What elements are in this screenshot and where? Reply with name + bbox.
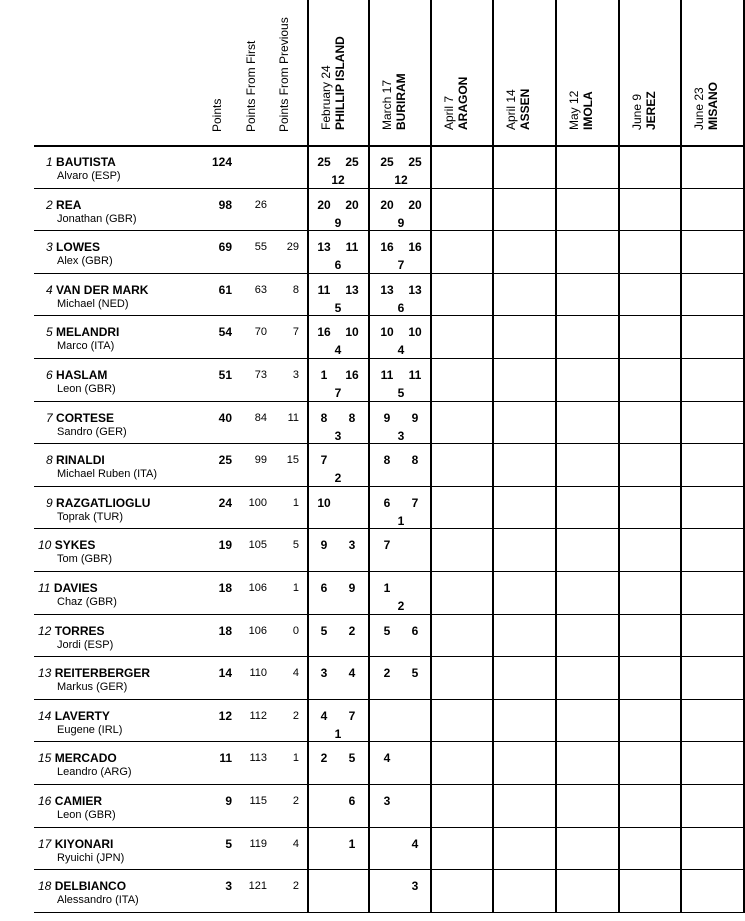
r1-result-race1: 10 — [317, 496, 331, 510]
round-name: ARAGON — [456, 76, 470, 130]
rider-first-name-nation: Jonathan (GBR) — [57, 213, 137, 225]
rider-name — [46, 368, 107, 382]
rider-first-name-nation: Alvaro (ESP) — [57, 170, 121, 182]
points-from-first: 121 — [248, 880, 267, 892]
table-row — [0, 316, 745, 359]
rider-name — [38, 538, 95, 552]
rider-last-name: BAUTISTA — [56, 155, 116, 169]
r2-result-race1: 2 — [383, 666, 391, 680]
r1-result-race2: 16 — [345, 368, 359, 382]
rider-points: 61 — [218, 283, 232, 297]
r1-result-race2: 20 — [345, 198, 359, 212]
rider-first-name-nation: Michael Ruben (ITA) — [57, 468, 158, 480]
r1-result-race1: 25 — [317, 155, 331, 169]
points-from-previous: 4 — [292, 667, 299, 679]
points-from-first: 84 — [254, 412, 267, 424]
header-points — [210, 99, 224, 132]
table-row — [0, 870, 745, 913]
round-date: April 14 — [504, 89, 518, 130]
r1-result-race2: 1 — [348, 837, 356, 851]
r2-result-race1: 16 — [380, 240, 394, 254]
points-from-first: 115 — [249, 795, 267, 807]
r1-result-race1: 9 — [320, 538, 328, 552]
points-from-first: 100 — [248, 497, 267, 509]
table-row — [0, 657, 745, 700]
rider-first-name-nation: Tom (GBR) — [57, 553, 112, 565]
round-name: JEREZ — [644, 91, 658, 130]
rider-last-name: REITERBERGER — [54, 666, 151, 680]
r2-result-race1: 7 — [383, 538, 391, 552]
round-header-4 — [504, 89, 532, 130]
rider-position: 9 — [46, 496, 53, 510]
points-from-first: 73 — [254, 369, 267, 381]
points-from-first: 105 — [248, 539, 267, 551]
rider-name — [38, 581, 98, 595]
r1-result-race1: 4 — [320, 709, 328, 723]
table-row — [0, 742, 745, 785]
r2-result-race2: 11 — [408, 368, 422, 382]
round-name: MISANO — [706, 82, 720, 130]
rider-last-name: REA — [56, 198, 82, 212]
table-row — [0, 700, 745, 743]
rider-points: 69 — [218, 240, 232, 254]
rider-name — [46, 155, 116, 169]
rider-points: 124 — [211, 155, 232, 169]
rider-name — [46, 453, 105, 467]
rider-points: 12 — [218, 709, 232, 723]
r1-result-race1: 2 — [320, 751, 328, 765]
r2-result-race1: 1 — [383, 581, 391, 595]
rider-position: 2 — [46, 198, 53, 212]
r2-result-race2: 4 — [411, 837, 419, 851]
rider-last-name: RAZGATLIOGLU — [56, 496, 151, 510]
points-from-first: 119 — [249, 838, 267, 850]
r2-result-race2: 9 — [411, 411, 419, 425]
r1-result-race2: 2 — [348, 624, 356, 638]
r1-result-race2: 8 — [348, 411, 356, 425]
points-from-first: 99 — [254, 454, 267, 466]
rider-last-name: KIYONARI — [54, 837, 114, 851]
rider-position: 5 — [46, 325, 53, 339]
rider-points: 18 — [218, 624, 232, 638]
r2-result-superpole: 6 — [397, 301, 405, 315]
rider-name — [38, 837, 113, 851]
points-from-first: 106 — [248, 625, 267, 637]
r2-result-race2: 3 — [411, 879, 419, 893]
rider-first-name-nation: Leandro (ARG) — [57, 766, 132, 778]
rider-points: 5 — [225, 837, 232, 851]
rider-name — [38, 879, 126, 893]
table-row — [0, 231, 745, 274]
r2-result-race1: 20 — [380, 198, 394, 212]
rider-last-name: DAVIES — [53, 581, 98, 595]
points-from-previous: 1 — [292, 752, 299, 764]
rider-position: 13 — [38, 666, 52, 680]
rider-first-name-nation: Toprak (TUR) — [57, 511, 124, 523]
r1-result-superpole: 12 — [331, 173, 345, 187]
rider-last-name: SYKES — [54, 538, 96, 552]
r2-result-superpole: 3 — [397, 429, 405, 443]
round-date: June 9 — [630, 93, 644, 130]
rider-last-name: MERCADO — [54, 751, 117, 765]
table-row — [0, 615, 745, 658]
rider-points: 98 — [218, 198, 232, 212]
rider-name — [38, 709, 110, 723]
points-from-previous: 11 — [287, 412, 299, 424]
r2-result-race1: 9 — [383, 411, 391, 425]
r2-result-superpole: 4 — [397, 343, 405, 357]
rider-first-name-nation: Marco (ITA) — [57, 340, 115, 352]
points-from-previous: 1 — [292, 582, 299, 594]
rider-last-name: RINALDI — [56, 453, 105, 467]
points-from-previous: 2 — [292, 880, 299, 892]
r1-result-superpole: 1 — [334, 727, 342, 741]
rider-first-name-nation: Eugene (IRL) — [57, 724, 123, 736]
rider-points: 25 — [218, 453, 232, 467]
rider-position: 3 — [46, 240, 53, 254]
header-points-from-first — [244, 41, 258, 132]
table-row — [0, 572, 745, 615]
points-from-previous: 29 — [286, 241, 299, 253]
r2-result-race2: 6 — [411, 624, 419, 638]
r1-result-race2: 6 — [348, 794, 356, 808]
rider-name — [38, 751, 117, 765]
points-from-previous: 0 — [292, 625, 299, 637]
r1-result-race1: 6 — [320, 581, 328, 595]
r1-result-race2: 5 — [348, 751, 356, 765]
r2-result-race2: 10 — [408, 325, 422, 339]
points-from-previous: 2 — [292, 710, 299, 722]
r1-result-race1: 1 — [320, 368, 328, 382]
rider-last-name: HASLAM — [56, 368, 108, 382]
table-row — [0, 146, 745, 189]
r1-result-superpole: 9 — [334, 216, 342, 230]
r2-result-race2: 20 — [408, 198, 422, 212]
header-points-from-first-label: Points From First — [244, 40, 258, 132]
rider-position: 11 — [38, 581, 51, 595]
round-header-5 — [567, 91, 595, 130]
rider-first-name-nation: Alessandro (ITA) — [57, 894, 139, 906]
table-row — [0, 444, 745, 487]
r2-result-race2: 25 — [408, 155, 422, 169]
points-from-first: 70 — [254, 326, 267, 338]
r1-result-superpole: 6 — [334, 258, 342, 272]
rider-last-name: LOWES — [56, 240, 101, 254]
r2-result-race1: 25 — [380, 155, 394, 169]
r2-result-race2: 16 — [408, 240, 422, 254]
points-from-previous: 8 — [292, 284, 299, 296]
r2-result-race1: 4 — [383, 751, 391, 765]
table-row — [0, 828, 745, 871]
r2-result-race1: 6 — [383, 496, 391, 510]
rider-first-name-nation: Sandro (GER) — [57, 426, 127, 438]
round-date: April 7 — [442, 95, 456, 130]
rider-name — [46, 496, 150, 510]
round-header-7 — [692, 82, 720, 130]
r2-result-race1: 5 — [383, 624, 391, 638]
table-row — [0, 487, 745, 530]
header-points-label: Points — [210, 98, 224, 132]
rider-points: 54 — [218, 325, 232, 339]
rider-name — [38, 624, 105, 638]
r1-result-race1: 20 — [317, 198, 331, 212]
r2-result-superpole: 2 — [397, 599, 405, 613]
r1-result-race2: 25 — [345, 155, 359, 169]
r2-result-race2: 13 — [408, 283, 422, 297]
points-from-previous: 15 — [286, 454, 299, 466]
r1-result-race1: 5 — [320, 624, 328, 638]
rider-position: 14 — [38, 709, 52, 723]
r2-result-race2: 8 — [411, 453, 419, 467]
r2-result-race1: 3 — [383, 794, 391, 808]
round-header-6 — [630, 91, 658, 130]
rider-position: 1 — [46, 155, 53, 169]
round-date: June 23 — [692, 87, 706, 130]
header-points-from-previous — [277, 17, 291, 132]
r1-result-superpole: 5 — [334, 301, 342, 315]
r1-result-race1: 8 — [320, 411, 328, 425]
points-from-first: 63 — [254, 284, 267, 296]
rider-points: 3 — [225, 879, 232, 893]
points-from-first: 55 — [254, 241, 267, 253]
points-from-first: 106 — [248, 582, 267, 594]
table-row — [0, 189, 745, 232]
r1-result-race1: 11 — [317, 283, 331, 297]
rider-name — [46, 240, 100, 254]
r1-result-race2: 7 — [348, 709, 356, 723]
rider-name — [38, 794, 102, 808]
rider-points: 40 — [218, 411, 232, 425]
round-name: IMOLA — [581, 91, 595, 130]
rider-first-name-nation: Leon (GBR) — [57, 809, 116, 821]
round-header-1 — [319, 36, 347, 130]
header-points-from-previous-label: Points From Previous — [277, 17, 291, 132]
points-from-previous: 5 — [292, 539, 299, 551]
points-from-first: 112 — [249, 710, 267, 722]
rider-name — [46, 325, 119, 339]
rider-first-name-nation: Ryuichi (JPN) — [57, 852, 125, 864]
rider-position: 15 — [38, 751, 52, 765]
rider-first-name-nation: Michael (NED) — [57, 298, 129, 310]
r2-result-race1: 13 — [380, 283, 394, 297]
rider-first-name-nation: Jordi (ESP) — [57, 639, 114, 651]
r2-result-superpole: 1 — [397, 514, 405, 528]
rider-points: 24 — [218, 496, 232, 510]
rider-first-name-nation: Leon (GBR) — [57, 383, 116, 395]
r1-result-race2: 11 — [345, 240, 359, 254]
rider-first-name-nation: Chaz (GBR) — [57, 596, 117, 608]
rider-last-name: VAN DER MARK — [56, 283, 149, 297]
r1-result-race2: 4 — [348, 666, 356, 680]
rider-position: 8 — [46, 453, 53, 467]
rider-name — [38, 666, 150, 680]
r1-result-race2: 10 — [345, 325, 359, 339]
r1-result-race1: 7 — [320, 453, 328, 467]
points-from-first: 113 — [249, 752, 267, 764]
r2-result-race2: 7 — [411, 496, 419, 510]
points-from-previous: 4 — [292, 838, 299, 850]
points-from-previous: 7 — [292, 326, 299, 338]
points-from-previous: 3 — [292, 369, 299, 381]
points-from-first: 26 — [254, 199, 267, 211]
rider-name — [46, 283, 148, 297]
round-name: ASSEN — [518, 88, 532, 130]
round-header-2 — [380, 73, 408, 130]
r2-result-superpole: 9 — [397, 216, 405, 230]
rider-position: 7 — [46, 411, 53, 425]
rider-position: 6 — [46, 368, 53, 382]
rider-points: 11 — [219, 751, 232, 765]
points-from-previous: 2 — [292, 795, 299, 807]
r2-result-superpole: 12 — [394, 173, 408, 187]
rider-points: 51 — [218, 368, 232, 382]
table-row — [0, 529, 745, 572]
r1-result-race2: 13 — [345, 283, 359, 297]
rider-position: 16 — [38, 794, 52, 808]
r1-result-superpole: 3 — [334, 429, 342, 443]
table-row — [0, 359, 745, 402]
r1-result-superpole: 7 — [334, 386, 342, 400]
r2-result-race1: 11 — [380, 368, 394, 382]
rider-position: 4 — [46, 283, 53, 297]
r1-result-race2: 9 — [348, 581, 356, 595]
points-from-previous: 1 — [292, 497, 299, 509]
rider-last-name: LAVERTY — [54, 709, 110, 723]
rider-name — [46, 411, 114, 425]
table-row — [0, 274, 745, 317]
rider-first-name-nation: Alex (GBR) — [57, 255, 113, 267]
rider-position: 18 — [38, 879, 52, 893]
r2-result-superpole: 7 — [397, 258, 405, 272]
rider-last-name: CORTESE — [56, 411, 115, 425]
rider-name — [46, 198, 81, 212]
rider-position: 12 — [38, 624, 52, 638]
r1-result-race1: 13 — [317, 240, 331, 254]
rider-points: 14 — [218, 666, 232, 680]
round-date: May 12 — [567, 90, 581, 130]
r2-result-race1: 8 — [383, 453, 391, 467]
r2-result-race2: 5 — [411, 666, 419, 680]
round-name: PHILLIP ISLAND — [333, 36, 347, 130]
round-header-3 — [442, 77, 470, 130]
r1-result-race1: 3 — [320, 666, 328, 680]
table-row — [0, 402, 745, 445]
r1-result-race1: 16 — [317, 325, 331, 339]
rider-last-name: DELBIANCO — [54, 879, 127, 893]
points-from-first: 110 — [249, 667, 267, 679]
rider-last-name: TORRES — [54, 624, 105, 638]
rider-points: 19 — [218, 538, 232, 552]
table-row — [0, 785, 745, 828]
rider-position: 10 — [38, 538, 52, 552]
round-date: February 24 — [319, 65, 333, 130]
rider-last-name: MELANDRI — [56, 325, 120, 339]
r1-result-superpole: 2 — [334, 471, 342, 485]
rider-last-name: CAMIER — [54, 794, 103, 808]
round-date: March 17 — [380, 79, 394, 130]
rider-points: 18 — [218, 581, 232, 595]
r1-result-superpole: 4 — [334, 343, 342, 357]
r2-result-race1: 10 — [380, 325, 394, 339]
r2-result-superpole: 5 — [397, 386, 405, 400]
rider-first-name-nation: Markus (GER) — [57, 681, 128, 693]
rider-points: 9 — [225, 794, 232, 808]
rider-position: 17 — [38, 837, 52, 851]
r1-result-race2: 3 — [348, 538, 356, 552]
round-name: BURIRAM — [394, 73, 408, 130]
